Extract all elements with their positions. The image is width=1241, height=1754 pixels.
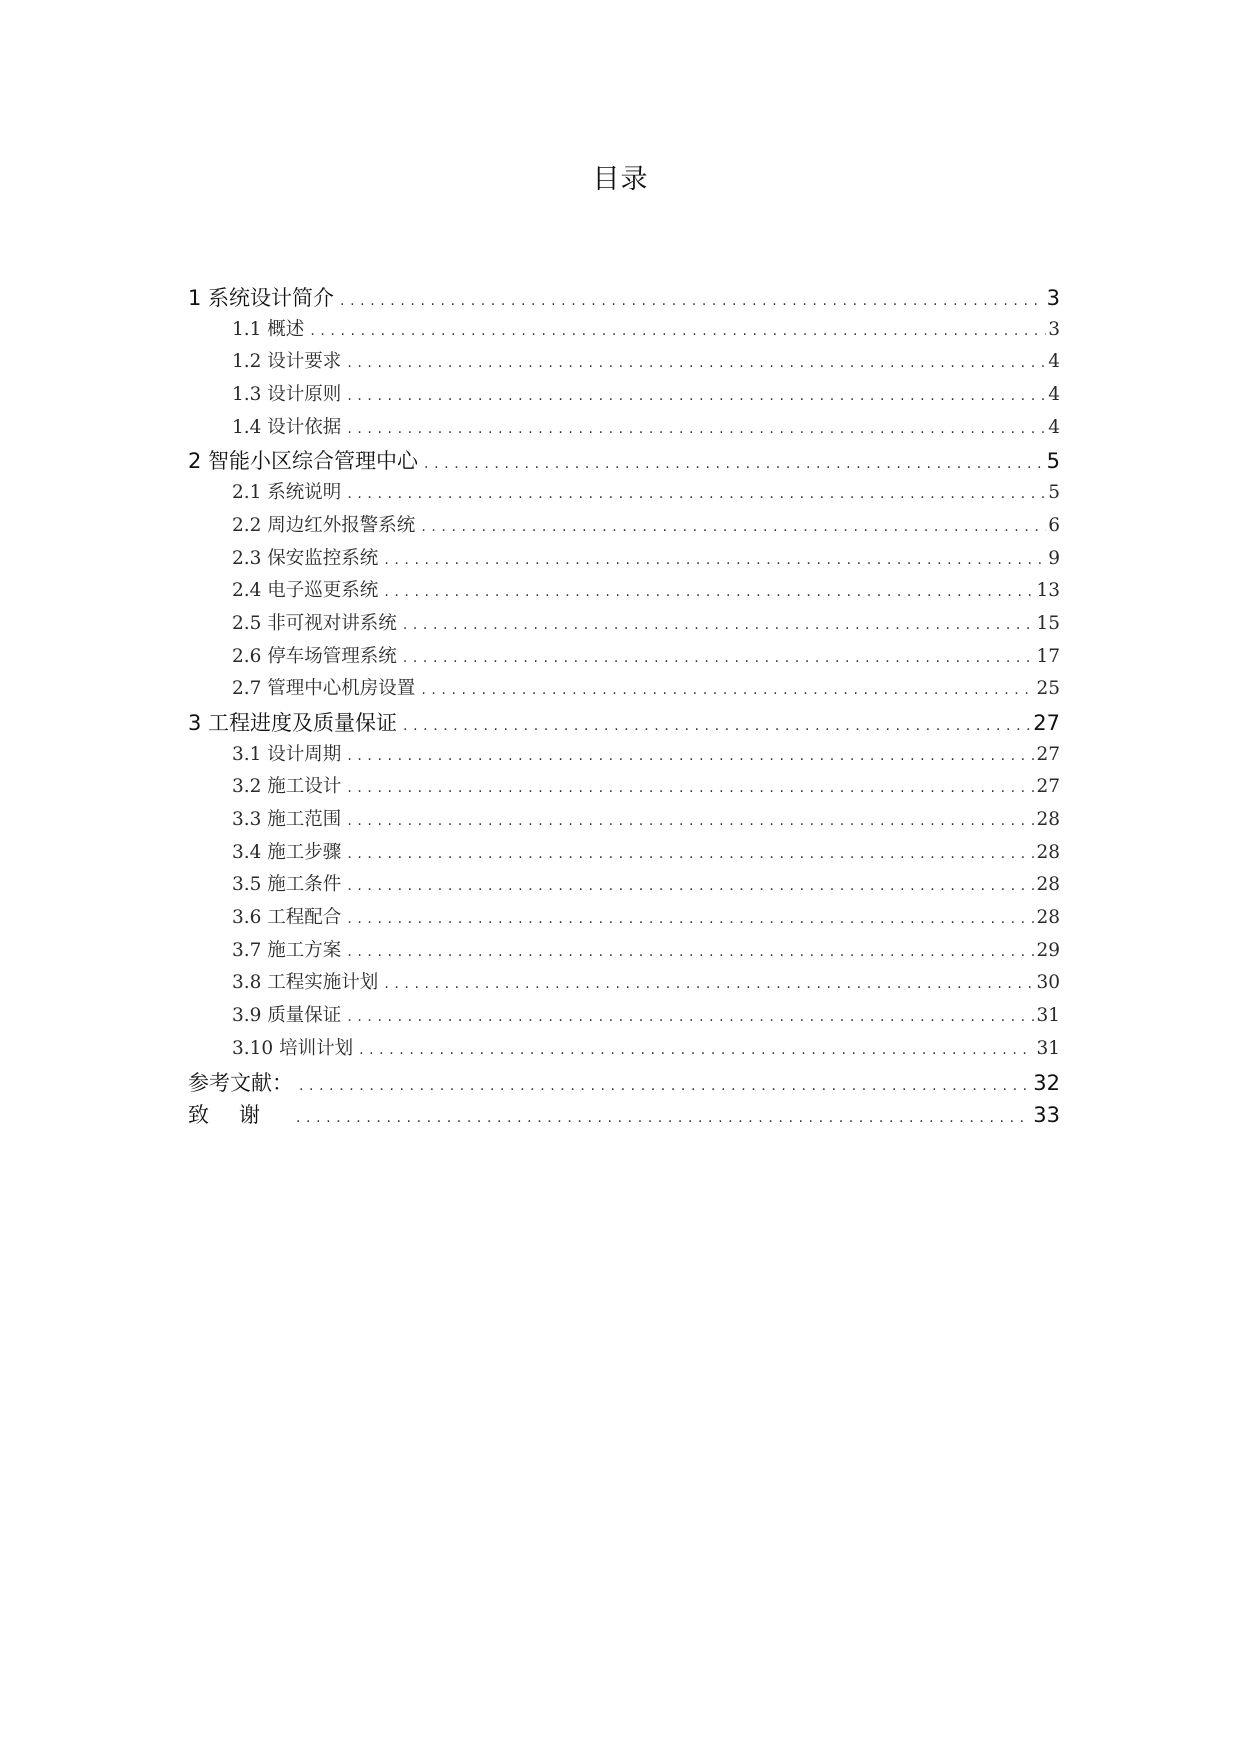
toc-entry-label: 1.2 设计要求	[232, 351, 342, 373]
dot-leader	[403, 650, 1035, 666]
toc-entry[interactable]	[188, 511, 1060, 544]
toc-entry-label: 2.3 保安监控系统	[232, 547, 379, 569]
toc-entry[interactable]	[188, 380, 1060, 413]
dot-leader	[403, 718, 1031, 734]
toc-entry-page: 27	[1036, 776, 1060, 798]
toc-entry[interactable]	[188, 936, 1060, 969]
toc-entry-page: 15	[1036, 612, 1060, 634]
toc-entry-label: 1.4 设计依据	[232, 416, 342, 438]
toc-entry[interactable]	[188, 544, 1060, 577]
toc-entry-page: 13	[1036, 580, 1060, 602]
dot-leader	[424, 456, 1045, 472]
toc-entry[interactable]	[188, 1001, 1060, 1034]
dot-leader	[359, 1042, 1034, 1058]
dot-leader	[310, 323, 1046, 339]
toc-title: 目录	[592, 164, 649, 195]
dot-leader	[403, 617, 1035, 633]
toc-entry-page: 5	[1046, 449, 1060, 474]
toc-entry-label: 致谢	[188, 1103, 290, 1128]
toc-entry[interactable]	[188, 1067, 1060, 1100]
toc-entry[interactable]	[188, 478, 1060, 511]
dot-leader	[347, 388, 1046, 404]
toc-entry[interactable]	[188, 740, 1060, 773]
toc-entry-page: 31	[1036, 1037, 1060, 1059]
toc-entry-page: 28	[1036, 874, 1060, 896]
toc-entry[interactable]	[188, 707, 1060, 740]
toc-entry-page: 5	[1048, 482, 1060, 504]
toc-entry[interactable]	[188, 445, 1060, 478]
toc-entry-page: 9	[1048, 547, 1060, 569]
dot-leader	[347, 911, 1034, 927]
toc-entry[interactable]	[188, 642, 1060, 675]
dot-leader	[299, 1078, 1031, 1094]
toc-entry-page: 27	[1033, 710, 1060, 735]
toc-entry[interactable]	[188, 805, 1060, 838]
dot-leader	[347, 748, 1034, 764]
toc-entry[interactable]	[188, 413, 1060, 446]
toc-entry-page: 3	[1046, 286, 1060, 310]
toc-entry-page: 25	[1036, 678, 1060, 700]
toc-entry-page: 33	[1033, 1103, 1060, 1128]
dot-leader	[421, 519, 1046, 535]
toc-entry[interactable]	[188, 968, 1060, 1001]
toc-entry-label: 2.1 系统说明	[232, 482, 342, 504]
toc-entry-page: 31	[1036, 1005, 1060, 1027]
toc-entry-label: 3.4 施工步骤	[232, 841, 342, 863]
toc-entry-label: 3.9 质量保证	[232, 1005, 342, 1027]
toc-entry[interactable]	[188, 903, 1060, 936]
toc-entry[interactable]	[188, 772, 1060, 805]
dot-leader	[421, 682, 1034, 698]
toc-entry-label: 3.5 施工条件	[232, 874, 342, 896]
toc-entry[interactable]	[188, 838, 1060, 871]
toc-entry-label: 3.6 工程配合	[232, 907, 342, 929]
toc-entry-label: 1.3 设计原则	[232, 384, 342, 406]
toc-entry-label: 参考文献：	[188, 1070, 293, 1095]
toc-entry-page: 3	[1048, 318, 1060, 340]
dot-leader	[347, 1009, 1034, 1025]
toc-entry-label: 3.3 施工范围	[232, 809, 342, 830]
toc-entry[interactable]	[188, 576, 1060, 609]
toc-entry-page: 17	[1036, 645, 1060, 667]
dot-leader	[296, 1110, 1031, 1126]
toc-entry-page: 28	[1036, 809, 1060, 830]
toc-list	[188, 282, 1060, 1132]
toc-entry-page: 30	[1036, 972, 1060, 994]
toc-entry-label: 3.7 施工方案	[232, 939, 342, 961]
toc-entry[interactable]	[188, 674, 1060, 707]
toc-entry[interactable]	[188, 282, 1060, 315]
toc-entry-label: 2.2 周边红外报警系统	[232, 514, 416, 536]
dot-leader	[347, 486, 1046, 502]
toc-entry-page: 4	[1048, 351, 1060, 373]
toc-entry[interactable]	[188, 870, 1060, 903]
dot-leader	[347, 355, 1046, 371]
toc-entry-page: 6	[1048, 514, 1060, 536]
toc-entry-label: 3.2 施工设计	[232, 776, 342, 798]
toc-entry-label: 2.7 管理中心机房设置	[232, 678, 416, 700]
dot-leader	[347, 878, 1034, 894]
toc-entry[interactable]	[188, 1034, 1060, 1067]
dot-leader	[384, 584, 1034, 600]
dot-leader	[384, 552, 1046, 568]
toc-entry-label: 3.1 设计周期	[232, 743, 342, 765]
dot-leader	[347, 846, 1034, 862]
toc-entry-page: 4	[1048, 384, 1060, 406]
toc-entry-label: 3.10 培训计划	[232, 1037, 354, 1059]
toc-entry-page: 29	[1036, 939, 1060, 961]
toc-entry[interactable]	[188, 1099, 1060, 1132]
toc-entry-label: 3.8 工程实施计划	[232, 972, 379, 994]
toc-entry-label: 3 工程进度及质量保证	[188, 710, 398, 735]
toc-entry-label: 2 智能小区综合管理中心	[188, 449, 419, 474]
toc-entry-page: 28	[1036, 907, 1060, 929]
dot-leader	[347, 780, 1034, 796]
toc-entry-page: 32	[1033, 1070, 1060, 1095]
toc-entry-label: 1.1 概述	[232, 318, 305, 340]
toc-entry[interactable]	[188, 609, 1060, 642]
toc-entry-label: 2.5 非可视对讲系统	[232, 612, 397, 634]
toc-entry[interactable]	[188, 347, 1060, 380]
toc-entry-label: 2.6 停车场管理系统	[232, 645, 397, 667]
toc-entry-label: 2.4 电子巡更系统	[232, 580, 379, 602]
toc-entry-page: 28	[1036, 841, 1060, 863]
dot-leader	[347, 813, 1034, 829]
toc-entry-page: 27	[1036, 743, 1060, 765]
dot-leader	[347, 944, 1034, 960]
dot-leader	[340, 293, 1045, 309]
toc-entry[interactable]	[188, 315, 1060, 348]
dot-leader	[384, 976, 1034, 992]
dot-leader	[347, 421, 1046, 437]
toc-entry-label: 1 系统设计简介	[188, 286, 335, 310]
toc-entry-page: 4	[1048, 416, 1060, 438]
